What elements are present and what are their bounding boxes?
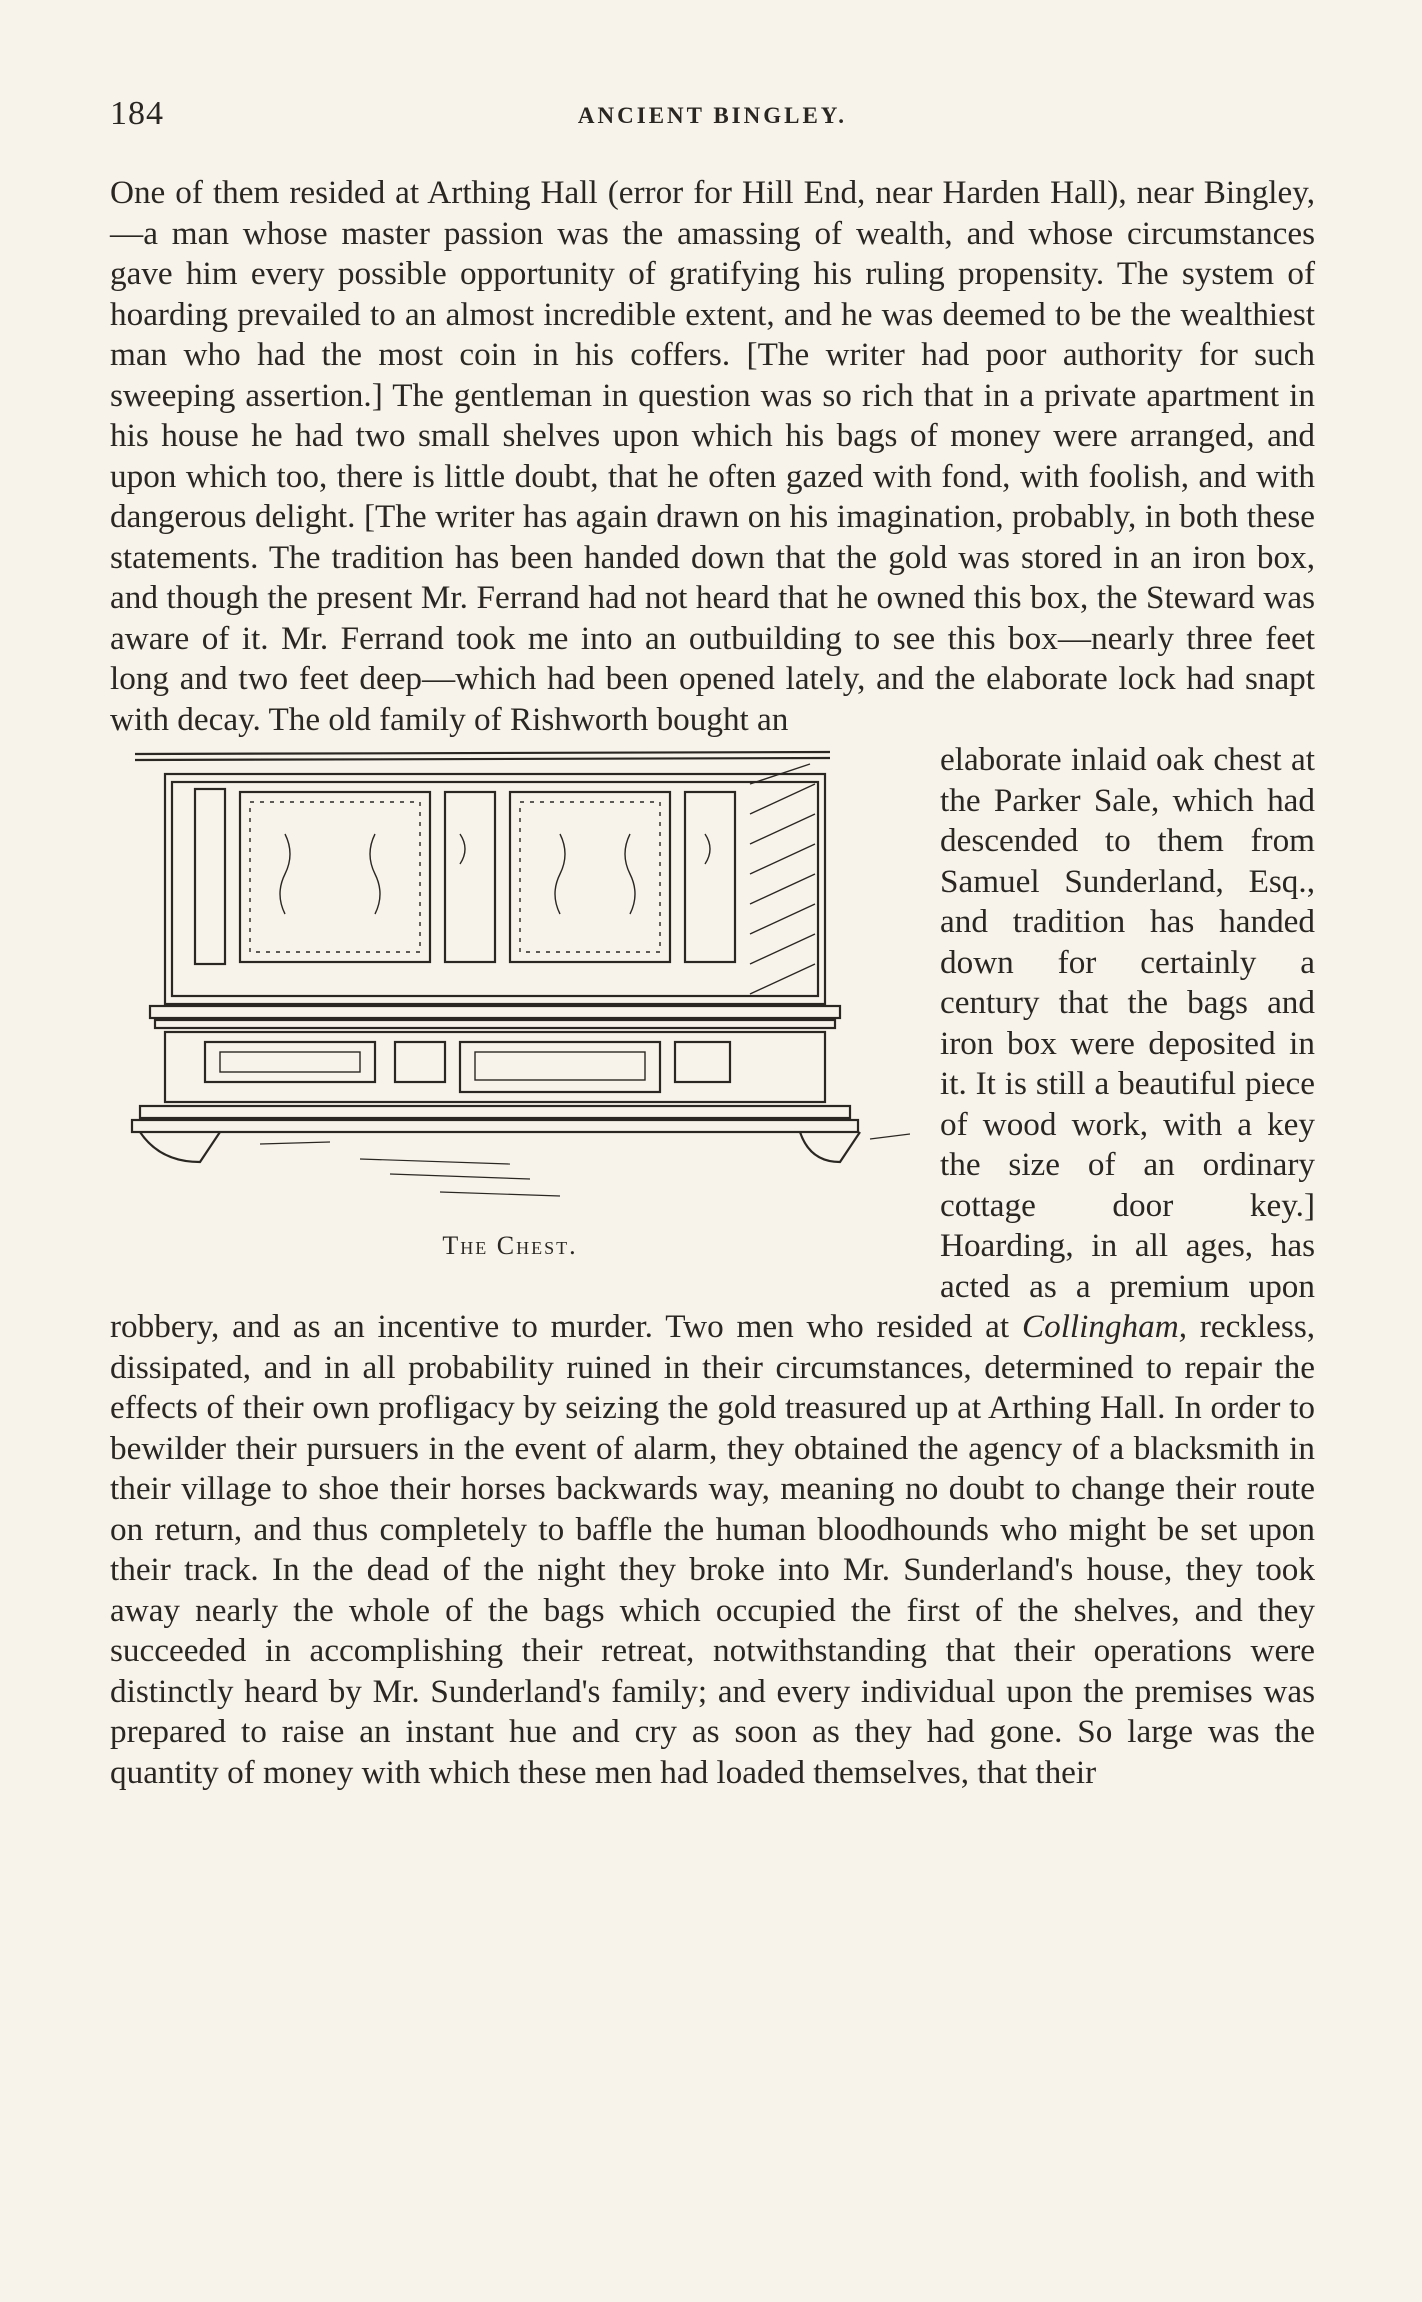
paragraph-rest-text: reckless, dissipated, and in all probability ruined in their circumstances, determined to repair the effects of their own profligacy by seizing the gold treasured up at Arthing Hall. In order to bewilder their pursuers in the event of alarm, they obtained the agency of a blacksmith in their village to shoe their horses backwards way, meaning no doubt to change their route on return, and thus completely to baffle the human bloodhounds who might be set upon their track. In the dead of the night they broke into Mr. Sunderland's house, they took away nearly the whole of the bags which occupied the first of the shelves, and they succeeded in accomplishing their retreat, notwithstanding that their operations were distinctly heard by Mr. Sunderland's family; and every individual upon the premises was prepared to raise an instant hue and cry as soon as they had gone. So large was the quantity of money with which these men had loaded themselves, that their (110, 1308, 1316, 1791)
book-page (110, 95, 1315, 1793)
chest-figure (110, 744, 910, 1274)
paragraph-wrap-text: elaborate inlaid oak chest at the Parker Sale, which had descended to them from Samuel Sunderland, Esq., and tradition has handed down for certainly a century that the bags and iron box were deposited in it. It is still a beautiful piece of wood work, with a key the size of an ordinary cottage door key.] Hoarding, in all ages, has acted as a premium upon robbery, and as an incentive to murder. Two men who resided at (110, 741, 1315, 1345)
figure-caption: The Chest. (442, 1230, 578, 1260)
italic-place-name: Collingham, (1021, 1308, 1187, 1345)
running-head: ANCIENT BINGLEY. (577, 103, 848, 128)
page-header (110, 95, 1315, 145)
page-number: 184 (110, 95, 164, 132)
body-text (110, 173, 1315, 1793)
paragraph-top: One of them resided at Arthing Hall (error for Hill End, near Harden Hall), near Bingley,—a man whose master passion was the amassing of wealth, and whose circumstances gave him every possible opportunity of gratifying his ruling propensity. The system of hoarding prevailed to an almost incredible extent, and he was deemed to be the wealthiest man who had the most coin in his coffers. [The writer had poor authority for such sweeping assertion.] The gentleman in question was so rich that in a private apartment in his house he had two small shelves upon which his bags of money were arranged, and upon which too, there is little doubt, that he often gazed with fond, with foolish, and with dangerous delight. [The writer has again drawn on his imagination, probably, in both these statements. The tradition has been handed down that the gold was stored in an iron box, and though the present Mr. Ferrand had not heard that he owned this box, the Steward was aware of it. Mr. Ferrand took me into an outbuilding to see this box—nearly three feet long and two feet deep—which had been opened lately, and the elaborate lock had snapt with decay. The old family of Rishworth bought an (110, 174, 1315, 738)
chest-illustration (110, 744, 910, 1214)
